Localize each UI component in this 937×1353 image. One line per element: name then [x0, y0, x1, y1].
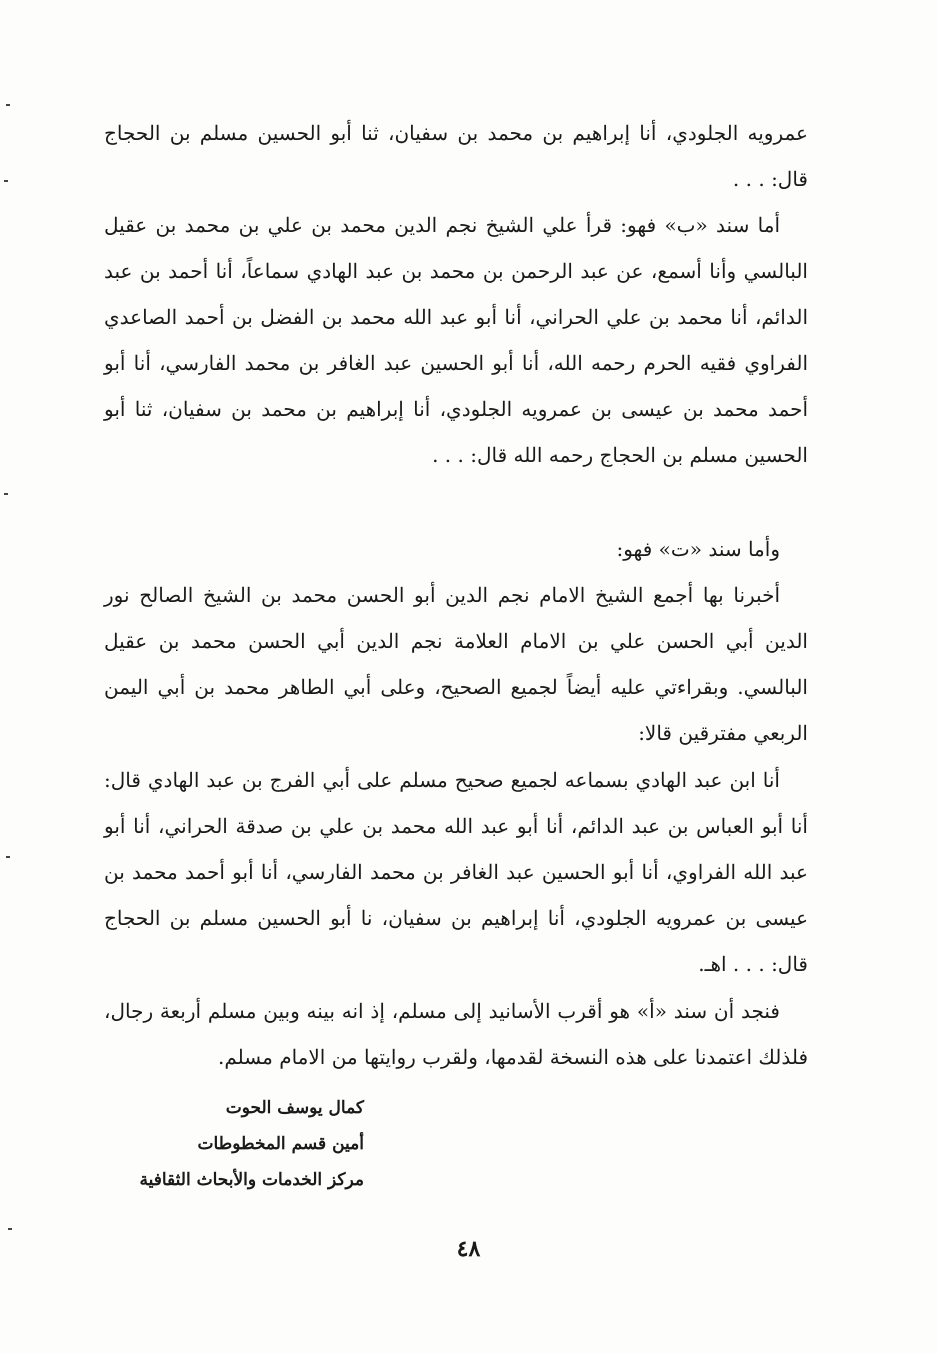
- paragraph-conclusion: [104, 988, 808, 1080]
- paragraph-text: أخبرنا بها أجمع الشيخ الامام نجم الدين أبو الحسن محمد بن الشيخ الصالح نور الدين أبي الحسن علي بن الامام العلامة نجم الدين أبي الحسن محمد بن عقيل البالسي. وبقراءتي عليه أيضاً لجميع الصحيح، وعلى أبي الطاهر محمد بن أبي اليمن الربعي مفترقين قالا:: [104, 583, 808, 745]
- paragraph-chain-t-heading: [104, 526, 808, 572]
- signature-block: [104, 1090, 364, 1198]
- margin-dot: [6, 856, 10, 858]
- paragraph-text: أنا ابن عبد الهادي بسماعه لجميع صحيح مسلم على أبي الفرج بن عبد الهادي قال: أنا أبو العباس بن عبد الدائم، أنا أبو عبد الله محمد بن علي بن صدقة الحراني، أنا أبو عبد الله الفراوي، أنا أبو الحسين عبد الغافر بن محمد الفارسي، أنا أبو أحمد محمد بن عيسى بن عمرويه الجلودي، أنا إبراهيم بن سفيان، نا أبو الحسين مسلم بن الحجاج قال: . . . اهـ.: [104, 768, 808, 976]
- margin-dot: [4, 180, 8, 182]
- margin-dot: [4, 493, 8, 495]
- signature-institution: مركز الخدمات والأبحاث الثقافية: [139, 1170, 364, 1190]
- page-number: ٤٨: [456, 1236, 481, 1262]
- paragraph-text: عمرويه الجلودي، أنا إبراهيم بن محمد بن سفيان، ثنا أبو الحسين مسلم بن الحجاج قال: . . .: [104, 121, 808, 191]
- signature-name: كمال يوسف الحوت: [225, 1098, 364, 1118]
- margin-dot: [8, 1228, 12, 1230]
- paragraph-text: وأما سند «ت» فهو:: [616, 537, 780, 561]
- paragraph-text: أما سند «ب» فهو: قرأ علي الشيخ نجم الدين محمد بن علي بن محمد بن عقيل البالسي وأنا أسمع، عن عبد الرحمن بن محمد بن عبد الهادي سماعاً، أنا أحمد بن عبد الدائم، أنا محمد بن علي الحراني، أنا أبو عبد الله محمد بن الفضل بن أحمد الصاعدي الفراوي فقيه الحرم رحمه الله، أنا أبو الحسين عبد الغافر بن محمد الفارسي، أنا أبو أحمد محمد بن عيسى بن عمرويه الجلودي، أنا إبراهيم بن محمد بن سفيان، ثنا أبو الحسين مسلم بن الحجاج رحمه الله قال: . . .: [104, 213, 808, 467]
- signature-title: أمين قسم المخطوطات: [197, 1134, 364, 1154]
- paragraph-chain-t-continued: [104, 757, 808, 987]
- paragraph-text: فنجد أن سند «أ» هو أقرب الأسانيد إلى مسلم، إذ انه بينه وبين مسلم أربعة رجال، فلذلك اعتمدنا على هذه النسخة لقدمها، ولقرب روايتها من الامام مسلم.: [104, 999, 808, 1069]
- paragraph-chain-t: [104, 572, 808, 756]
- paragraph-chain-b: [104, 202, 808, 478]
- paragraph-chain-continuation: [104, 110, 808, 202]
- margin-dot: [6, 104, 10, 106]
